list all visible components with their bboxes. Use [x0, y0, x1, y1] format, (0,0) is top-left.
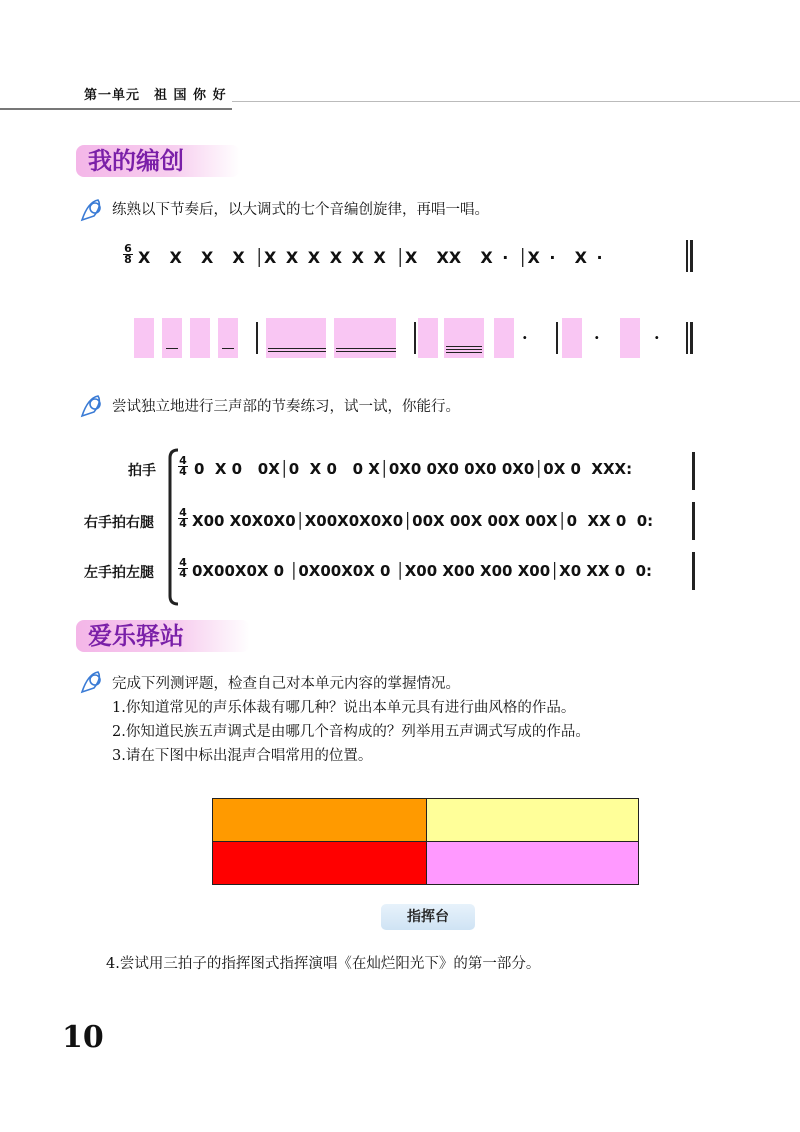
bell-icon: [80, 196, 102, 222]
rhythm-left-hand: 0X00X0X 0 │0X00X0X 0 │X00 X00 X00 X00│X0 XX 0 0:: [192, 562, 653, 580]
section-title-composition: 我的编创: [76, 145, 240, 177]
page-number: 10: [62, 1020, 104, 1055]
final-barline: [690, 322, 693, 354]
choir-cell-back-left[interactable]: [212, 798, 427, 842]
part-label-clap: 拍手: [128, 463, 156, 479]
bell-icon: [80, 392, 102, 418]
section-title-music-station: 爱乐驿站: [76, 620, 250, 652]
rhythm-clap: 0 X 0 0X│0 X 0 0 X│0X0 0X0 0X0 0X0│0X 0 XXX:: [194, 460, 633, 478]
question-3: 3.请在下图中标出混声合唱常用的位置。: [112, 748, 373, 764]
note-blank[interactable]: [620, 318, 640, 358]
part-label-left-hand: 左手拍左腿: [84, 565, 154, 581]
note-blank[interactable]: [190, 318, 210, 358]
note-blank[interactable]: [494, 318, 514, 358]
note-blank[interactable]: [266, 318, 326, 358]
note-blank[interactable]: [134, 318, 154, 358]
part-label-right-hand: 右手拍右腿: [84, 515, 154, 531]
note-blank[interactable]: [418, 318, 438, 358]
time-sig-6-8: 6 8: [124, 242, 132, 266]
question-1: 1.你知道常见的声乐体裁有哪几种？说出本单元具有进行曲风格的作品。: [112, 700, 576, 716]
note-blank[interactable]: [334, 318, 396, 358]
choir-cell-front-left[interactable]: [212, 841, 427, 885]
rhythm-line-1: X X X X │X X X X X X │X XX X · │X · X ·: [138, 248, 603, 267]
header-rule: [0, 108, 232, 110]
conductor-podium: 指挥台: [381, 904, 475, 930]
header-rule-thin: [232, 101, 800, 102]
bell-icon: [80, 668, 102, 694]
note-blank[interactable]: [218, 318, 238, 358]
instruction-three-part: 尝试独立地进行三声部的节奏练习，试一试，你能行。: [112, 399, 460, 415]
rhythm-right-hand: X00 X0X0X0│X00X0X0X0│00X 00X 00X 00X│0 XX 0 0:: [192, 512, 654, 530]
question-2: 2.你知道民族五声调式是由哪几个音构成的？列举用五声调式写成的作品。: [112, 724, 590, 740]
note-blank[interactable]: [162, 318, 182, 358]
assessment-intro: 完成下列测评题，检查自己对本单元内容的掌握情况。: [112, 676, 460, 692]
choir-cell-back-right[interactable]: [426, 798, 639, 842]
note-blank[interactable]: [562, 318, 582, 358]
final-barline: [690, 240, 693, 272]
question-4: 4.尝试用三拍子的指挥图式指挥演唱《在灿烂阳光下》的第一部分。: [106, 956, 541, 972]
instruction-compose: 练熟以下节奏后，以大调式的七个音编创旋律，再唱一唱。: [112, 202, 489, 218]
choir-cell-front-right[interactable]: [426, 841, 639, 885]
unit-header: 第一单元 祖 国 你 好: [84, 88, 227, 103]
